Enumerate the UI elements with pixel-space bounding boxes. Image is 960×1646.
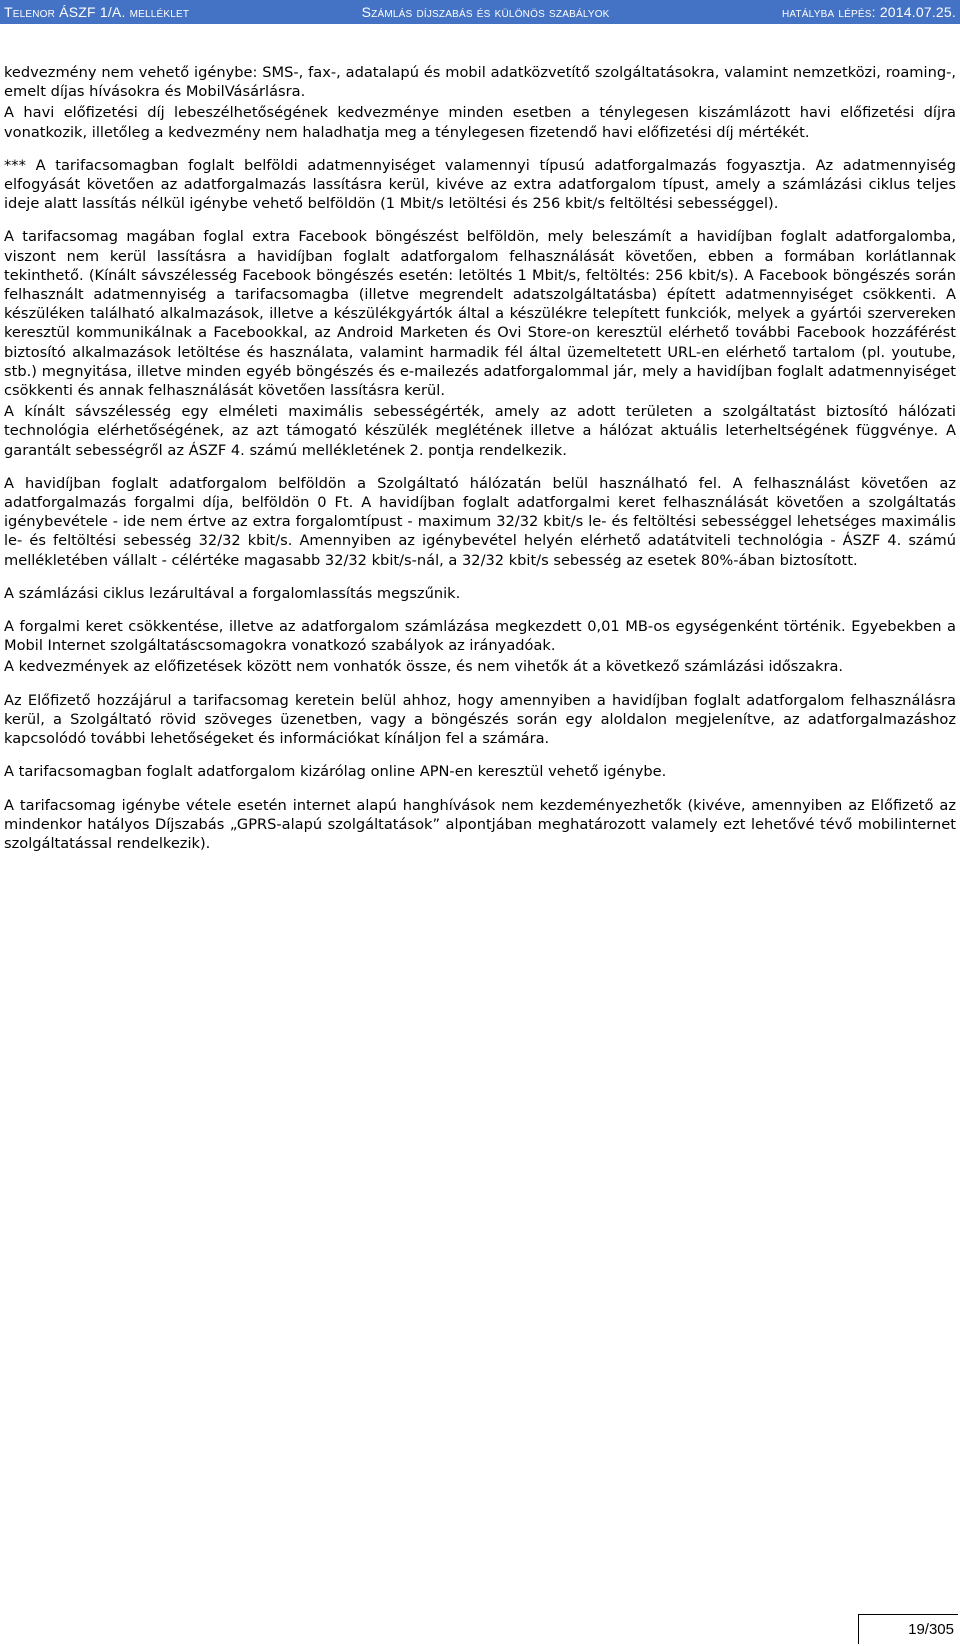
paragraph: A tarifacsomag igénybe vétele esetén internet alapú hanghívások nem kezdeményezhetők (kivéve, amennyiben az Előfizető az mindenkor hatályos Díjszabás „GPRS-alapú szolgáltatások” alpontjában meghatározott valamely ezt lehetővé tévő mobilinternet szolgáltatással rendelkezik). (4, 796, 956, 852)
paragraph: A havidíjban foglalt adatforgalom belföldön a Szolgáltató hálózatán belül használható fel. A felhasználást követően az adatforgalmazás forgalmi díja, belföldön 0 Ft. A havidíjban foglalt adatforgalmi keret felhasználását követően a szolgáltatás igénybevétele - ide nem értve az extra forgalomtípust - maximum 32/32 kbit/s le- és feltöltési sebességgel lehetséges maximális le- és feltöltési sebesség 32/32 kbit/s. Amennyiben az igénybevétel helyén elérhető adatátviteli technológia - ÁSZF 4. számú mellékletében vállalt - célértéke magasabb 32/32 kbit/s-nál, a 32/32 kbit/s sebesség az esetek 80%-ában biztosított. (4, 474, 956, 569)
paragraph: A kedvezmények az előfizetések között nem vonhatók össze, és nem vihetők át a következő számlázási időszakra. (4, 658, 844, 676)
page-number-box (858, 1614, 958, 1644)
paragraph: A tarifacsomagban foglalt adatforgalom kizárólag online APN-en keresztül vehető igénybe. (4, 763, 667, 781)
paragraph: Az Előfizető hozzájárul a tarifacsomag keretein belül ahhoz, hogy amennyiben a havidíjban foglalt adatforgalom felhasználásra kerül, a Szolgáltató rövid szöveges üzenetben, vagy a böngészés során egy aloldalon megjelenítve, az adatforgalmazáshoz kapcsolódó további lehetőségeket és információkat kínáljon fel a számára. (4, 691, 956, 748)
paragraph: A számlázási ciklus lezárultával a forgalomlassítás megszűnik. (4, 584, 461, 602)
paragraph: A kínált sávszélesség egy elméleti maximális sebességérték, amely az adott területen a szolgáltatást biztosító hálózati technológia elérhetőségének, az azt támogató készülék meglétének illetve a hálózat aktuális leterheltségének függvénye. A garantált sebességről az ÁSZF 4. számú mellékletének 2. pontja rendelkezik. (4, 403, 956, 459)
header-center: Számlás díjszabás és különös szabályok (361, 4, 610, 20)
header-left: Telenor ÁSZF 1/A. melléklet (4, 4, 190, 20)
paragraph: *** A tarifacsomagban foglalt belföldi adatmennyiséget valamennyi típusú adatforgalmazás fogyasztja. Az adatmennyiség elfogyását követően az adatforgalmazás lassításra kerül, kivéve az extra adatforgalom típust, amely a számlázási ciklus teljes ideje alatt lassítás nélkül igénybe vehető belföldön (1 Mbit/s letöltési és 256 kbit/s feltöltési sebességgel). (4, 156, 956, 213)
paragraph: kedvezmény nem vehető igénybe: SMS-, fax-, adatalapú és mobil adatközvetítő szolgáltatásokra, valamint nemzetközi, roaming-, emelt díjas hívásokra és MobilVásárlásra. (4, 64, 956, 101)
paragraph: A tarifacsomag magában foglal extra Facebook böngészést belföldön, mely beleszámít a havidíjban foglalt adatforgalomba, viszont nem kerül lassításra a havidíjban foglalt adatforgalom felhasználását követően, ebben a formában korlátlannak tekinthető. (Kínált sávszélesség Facebook böngészés esetén: letöltés 1 Mbit/s, feltöltés: 256 kbit/s). A Facebook böngészés során felhasznált adatmennyiség a tarifacsomagba (illetve megrendelt adatszolgáltatásba) épített adatmennyiséget csökkenti. A készüléken található alkalmazások, illetve a készülékgyártók által a készülékre telepített funkciók, melyek a gyártói szervereken keresztül kommunikálnak a Facebookkal, az Android Marketen és Ovi Store-on keresztül elérhető további Facebook hozzáférést biztosító alkalmazások letöltése és használata, valamint harmadik fél által üzemeltetett URL-en elérhető tartalom (pl. youtube, stb.) megnyitása, illetve minden egyéb böngészés és e-mailezés adatforgalommal jár, mely a havidíjban foglalt adatmennyiséget csökkenti és annak felhasználását követően lassításra kerül. (4, 228, 956, 400)
paragraph: A forgalmi keret csökkentése, illetve az adatforgalom számlázása megkezdett 0,01 MB-os egységenként történik. Egyebekben a Mobil Internet szolgáltatáscsomagokra vonatkozó szabályok az irányadóak. (4, 618, 956, 655)
paragraph: A havi előfizetési díj lebeszélhetőségének kedvezménye minden esetben a ténylegesen kiszámlázott havi előfizetési díjra vonatkozik, illetőleg a kedvezmény nem haladhatja meg a ténylegesen fizetendő havi előfizetési díj mértékét. (4, 104, 956, 141)
page-header (0, 0, 960, 24)
header-right: hatályba lépés: 2014.07.25. (781, 4, 956, 20)
page-number: 19/305 (908, 1621, 954, 1638)
document-body (4, 63, 956, 867)
